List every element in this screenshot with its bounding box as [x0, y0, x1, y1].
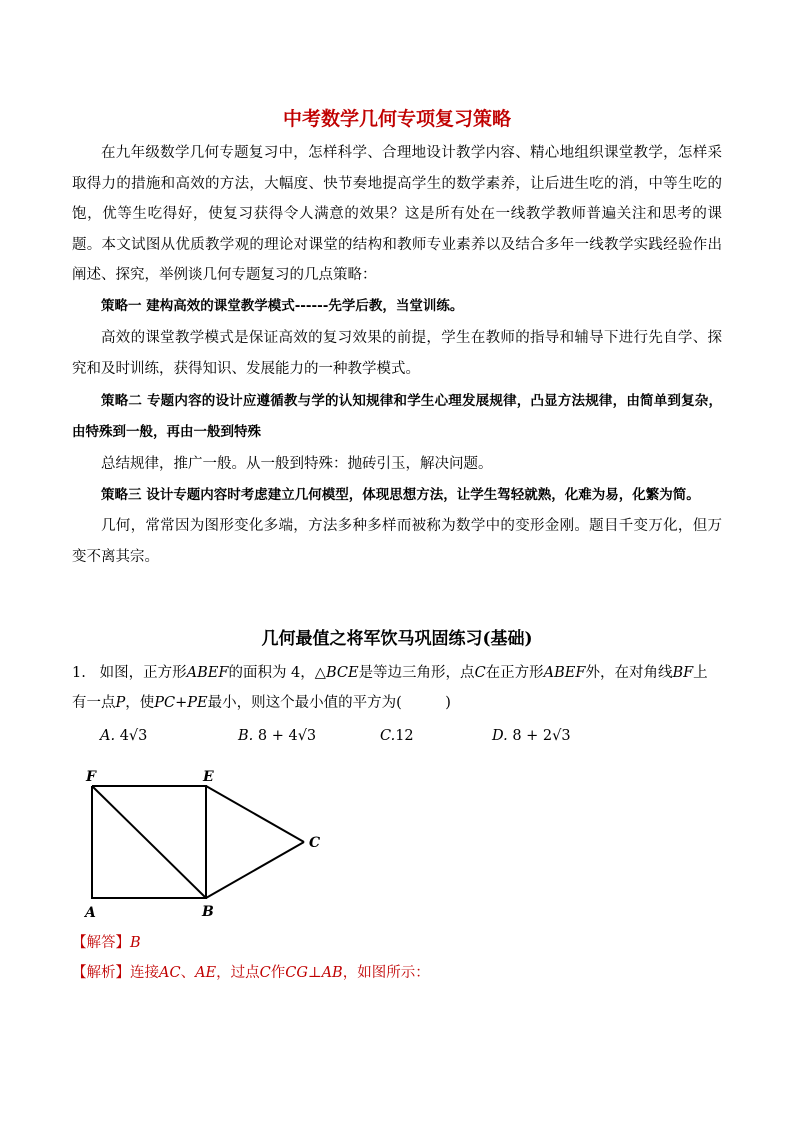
segment-ec: [206, 786, 304, 842]
question-text: 在正方形: [485, 665, 544, 681]
analysis-line: [72, 958, 722, 988]
math-bf: BF: [672, 665, 694, 681]
intro-paragraph: 在九年级数学几何专题复习中，怎样科学、合理地设计教学内容、精心地组织课堂教学，怎样采取得力的措施和高效的方法，大幅度、快节奏地提高学生的数学素养，让后进生吃的消，中等生吃的饱，优等生吃得好，使复习获得令人满意的效果？这是所有处在一线教学教师普遍关注和思考的课题。本文试图从优质教学观的理论对课堂的结构和教师专业素养以及结合多年一线教学实践经验作出阐述、探究，举例谈几何专题复习的几点策略：: [72, 145, 722, 284]
analysis-tag: 【解析】: [72, 965, 130, 981]
question-text: 的面积为 4，△: [228, 665, 326, 681]
math-abef: ABEF: [186, 665, 229, 681]
answer-tag: 【解答】: [72, 935, 130, 951]
point-label-e: E: [203, 769, 214, 785]
option-letter: C.: [380, 728, 396, 744]
diagonal-fb: [92, 786, 206, 898]
math-cg-perp-ab: CG⊥AB: [285, 965, 343, 981]
strategy-1-heading: 策略一 建构高效的课堂教学模式------先学后教，当堂训练。: [101, 298, 464, 314]
page-title: 中考数学几何专项复习策略: [282, 108, 511, 130]
math-abef: ABEF: [543, 665, 586, 681]
point-label-c: C: [309, 835, 321, 851]
option-letter: B.: [238, 728, 254, 744]
strategy-1-body: 高效的课堂教学模式是保证高效的复习效果的前提，学生在教师的指导和辅导下进行先自学、探究和及时训练，获得知识、发展能力的一种教学模式。: [72, 330, 722, 377]
analysis-text: ，如图所示：: [342, 965, 430, 981]
question-text: ，使: [125, 695, 155, 711]
option-value: 8 + 2√3: [512, 728, 571, 744]
strategy-2-body: 总结规律，推广一般。从一般到特殊：抛砖引玉，解决问题。: [101, 456, 493, 472]
strategy-2-heading: 策略二 专题内容的设计应遵循教与学的认知规律和学生心理发展规律，凸显方法规律，由简单到复杂，由特殊到一般，再由一般到特殊: [72, 393, 722, 440]
math-bce: BCE: [325, 665, 359, 681]
strategy-3-body: 几何，常常因为图形变化多端，方法多种多样而被称为数学中的变形金刚。题目千变万化，但万变不离其宗。: [72, 518, 722, 565]
option-value: 8 + 4√3: [257, 728, 317, 744]
segment-bc: [206, 842, 304, 898]
question-text: 上有一点: [72, 665, 708, 711]
math-ae: AE: [195, 965, 217, 981]
question-text: 如图，正方形: [99, 665, 187, 681]
option-value: 12: [395, 728, 414, 744]
math-c: C: [259, 965, 271, 981]
analysis-text: 、: [180, 965, 196, 981]
question-text: 外，在对角线: [585, 665, 673, 681]
point-label-b: B: [202, 904, 214, 920]
math-expression: PC+PE: [154, 695, 208, 711]
point-label-f: F: [86, 769, 96, 785]
exercise-title: 几何最值之将军饮马巩固练习(基础): [261, 629, 533, 649]
question-text: 是等边三角形，点: [358, 665, 475, 681]
point-label-a: A: [85, 905, 96, 921]
analysis-text: 连接: [130, 965, 159, 981]
answer-value: B: [130, 935, 141, 951]
option-letter: D.: [492, 728, 508, 744]
answer-line: [72, 928, 722, 958]
question-text: 最小，则这个最小值的平方为( ): [207, 695, 451, 711]
option-letter: A.: [100, 728, 116, 744]
question-number: 1.: [72, 665, 86, 681]
option-value: 4√3: [119, 728, 148, 744]
analysis-text: ，过点: [216, 965, 260, 981]
math-p: P: [115, 695, 126, 711]
math-ac: AC: [159, 965, 181, 981]
analysis-text: 作: [270, 965, 286, 981]
math-c: C: [474, 665, 486, 681]
strategy-3-heading: 策略三 设计专题内容时考虑建立几何模型，体现思想方法，让学生驾轻就熟，化难为易，化繁为简。: [101, 487, 700, 503]
